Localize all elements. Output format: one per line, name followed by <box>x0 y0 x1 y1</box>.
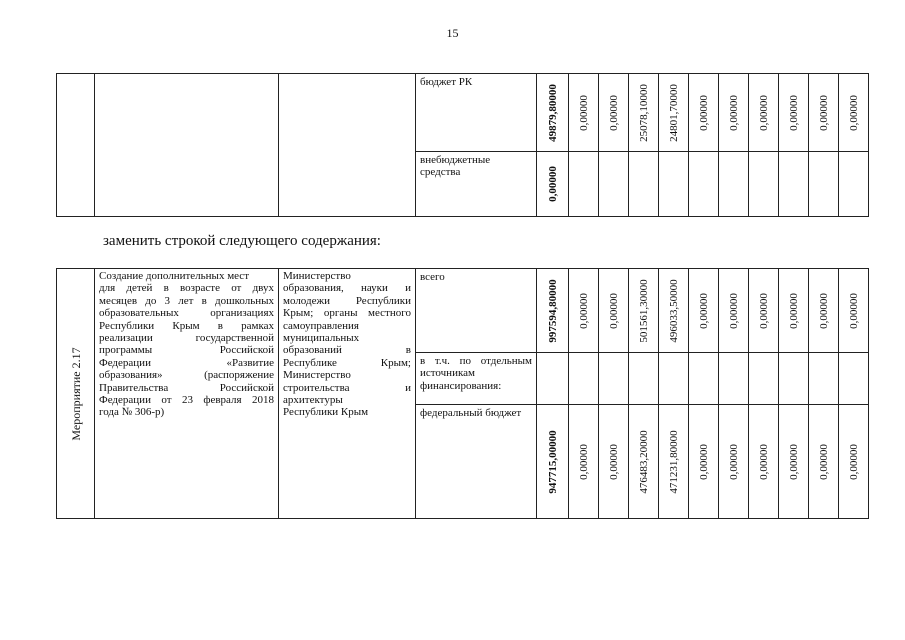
year-value-cell <box>839 269 869 353</box>
description-line: Республики Крым в рамках <box>99 319 274 332</box>
year-value: 0,00000 <box>757 292 770 329</box>
year-value-cell <box>809 74 839 152</box>
year-value-cell <box>569 353 599 405</box>
description-line: реализации государственной <box>99 332 274 345</box>
total-cell <box>537 353 569 405</box>
year-value-cell <box>749 74 779 152</box>
total-value: 997594,80000 <box>546 278 559 343</box>
year-value-cell <box>839 74 869 152</box>
measure-description-cell <box>95 269 279 519</box>
year-value-cell <box>749 353 779 405</box>
year-value-cell <box>659 269 689 353</box>
year-value-cell <box>569 269 599 353</box>
year-value-cell <box>719 74 749 152</box>
year-value-cell <box>599 74 629 152</box>
year-value-cell <box>809 152 839 217</box>
year-value: 0,00000 <box>757 94 770 131</box>
year-value-cell <box>809 353 839 405</box>
measure-table <box>56 268 869 519</box>
description-line: образовательных организациях <box>99 307 274 320</box>
executor-line: муниципальных <box>283 332 360 345</box>
description-line: Создание дополнительных мест <box>99 270 249 282</box>
description-line: месяцев до 3 лет в дошкольных <box>99 294 274 307</box>
year-value-cell <box>569 152 599 217</box>
description-line: года № 306-р) <box>99 406 165 419</box>
year-value-cell <box>629 353 659 405</box>
year-value-cell <box>719 353 749 405</box>
year-value: 501561,30000 <box>637 278 650 343</box>
year-value-cell <box>659 353 689 405</box>
year-value-cell <box>689 152 719 217</box>
year-value-cell <box>599 405 629 519</box>
year-value: 0,00000 <box>577 443 590 480</box>
description-line: Федерации «Развитие <box>99 356 274 369</box>
year-value: 0,00000 <box>787 292 800 329</box>
funding-source-cell <box>416 152 537 217</box>
year-value-cell <box>839 353 869 405</box>
description-line: Федерации от 23 февраля 2018 <box>99 394 274 407</box>
year-value: 0,00000 <box>847 94 860 131</box>
empty-cell <box>95 74 279 217</box>
year-value: 25078,10000 <box>637 83 650 142</box>
year-value-cell <box>689 405 719 519</box>
year-value-cell <box>599 269 629 353</box>
year-value: 0,00000 <box>727 94 740 131</box>
funding-source-label: федеральный бюджет <box>420 407 522 419</box>
year-value: 0,00000 <box>697 443 710 480</box>
funding-source-line: средства <box>420 166 461 179</box>
year-value-cell <box>839 405 869 519</box>
year-value-cell <box>719 152 749 217</box>
funding-source-line: в т.ч. по отдельным <box>420 355 532 367</box>
funding-source-cell <box>416 269 537 353</box>
year-value-cell <box>689 353 719 405</box>
funding-source-line: источникам <box>420 367 475 380</box>
measure-label-cell <box>57 269 95 519</box>
total-value: 0,00000 <box>546 166 559 202</box>
total-cell <box>537 152 569 217</box>
funding-source-label: всего <box>420 271 445 283</box>
year-value-cell <box>689 74 719 152</box>
year-value-cell <box>749 405 779 519</box>
year-value: 0,00000 <box>577 94 590 131</box>
year-value-cell <box>719 269 749 353</box>
year-value-cell <box>689 269 719 353</box>
executor-line: Республики Крым <box>283 406 369 419</box>
executor-line: Министерство <box>283 270 351 282</box>
year-value: 0,00000 <box>727 443 740 480</box>
year-value: 0,00000 <box>847 443 860 480</box>
table-row <box>57 74 869 152</box>
description-line: образования» (распоряжение <box>99 369 274 382</box>
funding-source-line: финансирования: <box>420 379 502 392</box>
year-value: 0,00000 <box>787 443 800 480</box>
executor-line: молодежи Республики <box>283 294 411 307</box>
year-value-cell <box>719 405 749 519</box>
year-value-cell <box>569 74 599 152</box>
year-value: 0,00000 <box>727 292 740 329</box>
year-value-cell <box>659 405 689 519</box>
funding-source-cell <box>416 74 537 152</box>
total-value: 49879,80000 <box>546 83 559 142</box>
year-value: 0,00000 <box>757 443 770 480</box>
total-cell <box>537 74 569 152</box>
year-value: 0,00000 <box>607 292 620 329</box>
year-value-cell <box>629 74 659 152</box>
executor-line: образований в <box>283 344 411 357</box>
empty-cell <box>57 74 95 217</box>
description-line: Правительства Российской <box>99 381 274 394</box>
year-value: 471231,80000 <box>667 429 680 494</box>
description-line: для детей в возрасте от двух <box>99 282 274 295</box>
executor-line: Крым; органы местного <box>283 307 411 320</box>
year-value: 0,00000 <box>817 94 830 131</box>
year-value: 0,00000 <box>607 443 620 480</box>
executor-cell <box>279 269 416 519</box>
description-line: программы Российской <box>99 344 274 357</box>
year-value-cell <box>599 353 629 405</box>
measure-label: Мероприятие 2.17 <box>68 346 83 441</box>
year-value-cell <box>809 269 839 353</box>
year-value-cell <box>659 152 689 217</box>
year-value-cell <box>779 74 809 152</box>
funding-source-cell <box>416 353 537 405</box>
year-value: 476483,20000 <box>637 429 650 494</box>
year-value: 0,00000 <box>817 292 830 329</box>
table-row <box>57 269 869 353</box>
year-value: 0,00000 <box>697 292 710 329</box>
budget-table-fragment <box>56 73 869 217</box>
year-value: 0,00000 <box>847 292 860 329</box>
year-value-cell <box>659 74 689 152</box>
year-value-cell <box>599 152 629 217</box>
funding-source-line: внебюджетные <box>420 154 491 166</box>
total-value: 947715,00000 <box>546 429 559 494</box>
year-value-cell <box>749 269 779 353</box>
year-value-cell <box>779 269 809 353</box>
year-value-cell <box>629 269 659 353</box>
executor-line: образования, науки и <box>283 282 411 295</box>
year-value: 0,00000 <box>697 94 710 131</box>
replace-instruction: заменить строкой следующего содержания: <box>103 233 381 249</box>
year-value-cell <box>569 405 599 519</box>
year-value-cell <box>749 152 779 217</box>
empty-cell <box>279 74 416 217</box>
funding-source-cell <box>416 405 537 519</box>
year-value-cell <box>839 152 869 217</box>
year-value-cell <box>779 405 809 519</box>
year-value: 24801,70000 <box>667 83 680 142</box>
executor-line: Республике Крым; <box>283 356 411 369</box>
year-value: 0,00000 <box>577 292 590 329</box>
page-number: 15 <box>446 26 459 40</box>
year-value-cell <box>629 152 659 217</box>
year-value-cell <box>809 405 839 519</box>
year-value-cell <box>629 405 659 519</box>
year-value-cell <box>779 152 809 217</box>
year-value-cell <box>779 353 809 405</box>
funding-source-label: бюджет РК <box>420 76 473 88</box>
executor-line: строительства и <box>283 381 411 394</box>
executor-line: архитектуры <box>283 394 343 407</box>
year-value: 0,00000 <box>817 443 830 480</box>
executor-line: самоуправления <box>283 319 359 332</box>
year-value: 0,00000 <box>787 94 800 131</box>
total-cell <box>537 405 569 519</box>
year-value: 496033,50000 <box>667 278 680 343</box>
total-cell <box>537 269 569 353</box>
year-value: 0,00000 <box>607 94 620 131</box>
executor-line: Министерство <box>283 369 351 382</box>
